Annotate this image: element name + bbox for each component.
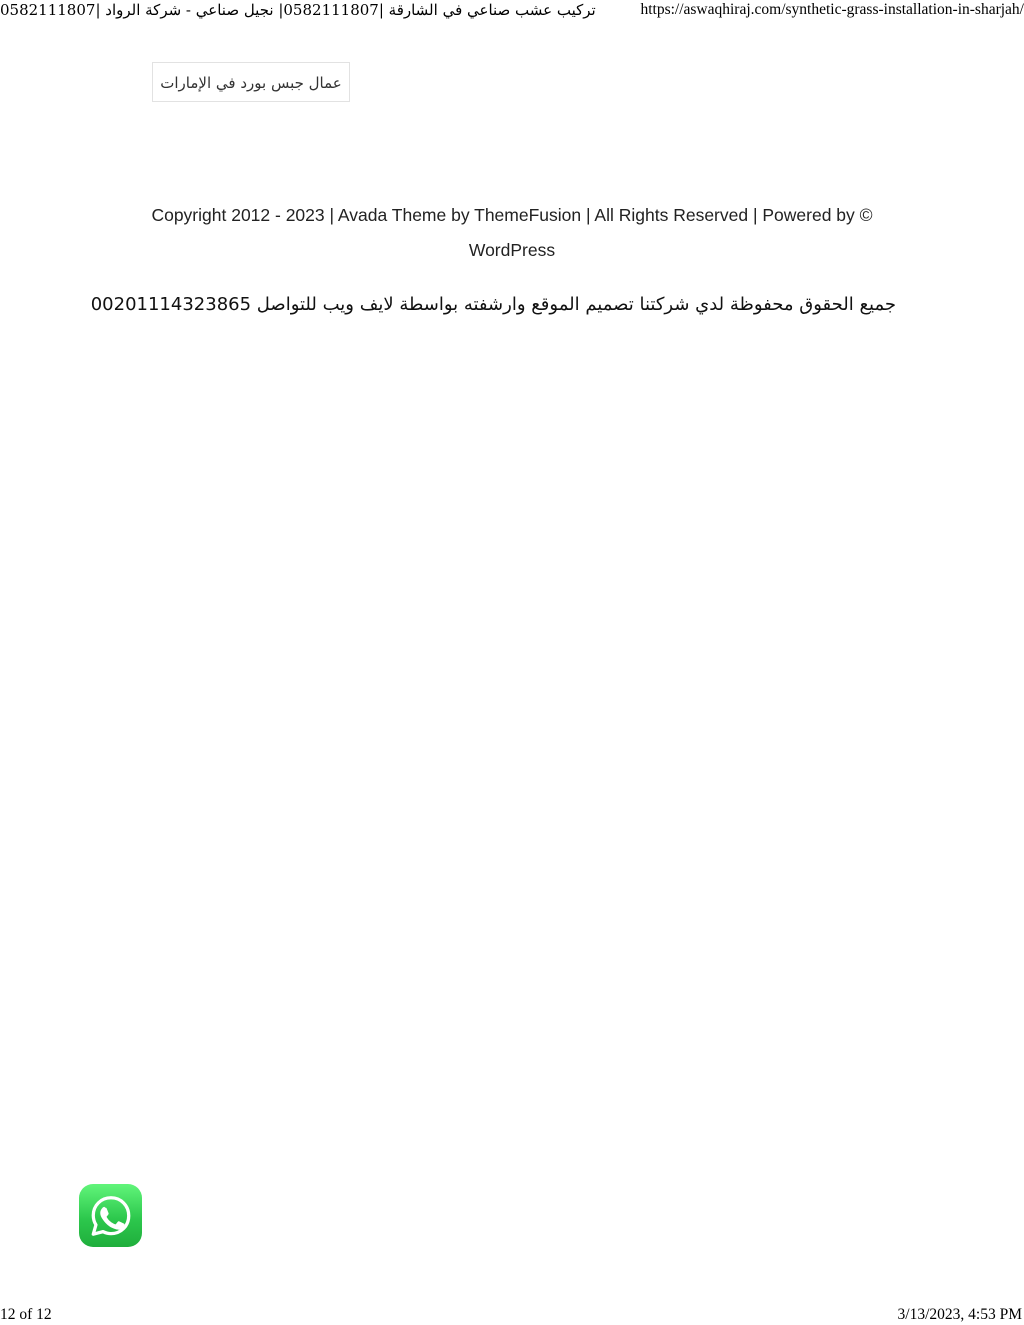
whatsapp-icon	[88, 1193, 134, 1239]
print-header-title: تركيب عشب صناعي في الشارقة |0582111807| نجيل صناعي - شركة الرواد |0582111807	[0, 1, 596, 19]
whatsapp-button[interactable]	[79, 1184, 142, 1247]
tag-link-gypsum-board-workers[interactable]: عمال جبس بورد في الإمارات	[152, 62, 350, 102]
wordpress-link[interactable]: WordPress	[468, 240, 556, 260]
copyright-line: Copyright 2012 - 2023 | Avada Theme by ThemeFusion | All Rights Reserved | Powered by ©	[151, 205, 873, 225]
site-credits: جميع الحقوق محفوظة لدي شركتنا تصميم الموقع وارشفته بواسطة لايف ويب للتواصل 00201114323865	[90, 294, 896, 315]
print-footer-datetime: 3/13/2023, 4:53 PM	[897, 1306, 1022, 1323]
copyright-text	[120, 198, 904, 268]
print-footer-page-number: 12 of 12	[0, 1306, 52, 1323]
print-header-url: https://aswaqhiraj.com/synthetic-grass-installation-in-sharjah/	[640, 1, 1024, 18]
